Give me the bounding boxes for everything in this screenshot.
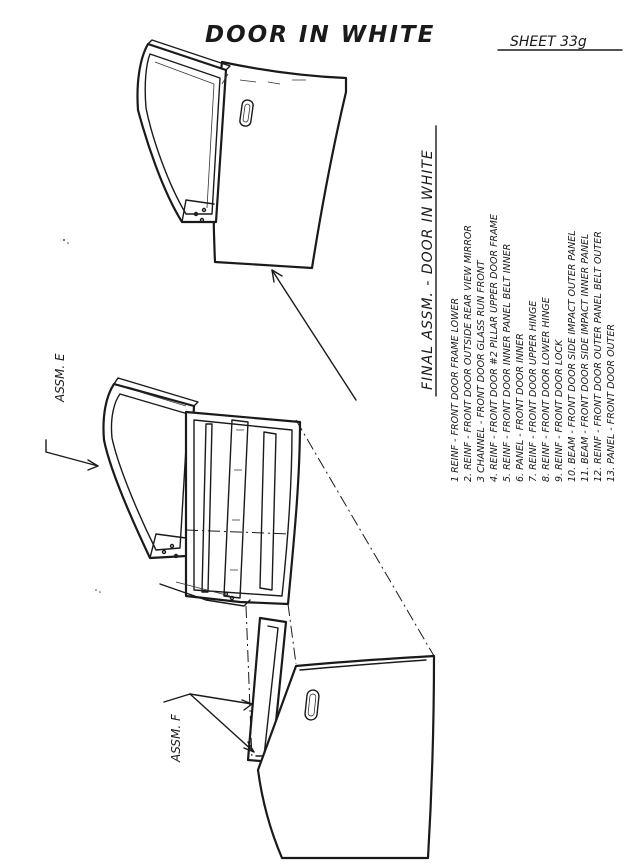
final-assembly-door-drawing <box>137 40 346 268</box>
assm-e-leader <box>46 452 98 466</box>
scan-speck <box>95 589 97 591</box>
assm-e-label: ASSM. E <box>53 353 67 402</box>
part-item: 10. BEAM - FRONT DOOR SIDE IMPACT OUTER PANEL <box>567 230 578 482</box>
assm-f-label: ASSM. F <box>169 714 183 762</box>
part-item: 6. PANEL - FRONT DOOR INNER <box>515 333 526 482</box>
parts-list <box>450 214 617 482</box>
part-item: 8. REINF - FRONT DOOR LOWER HINGE <box>541 297 552 482</box>
scan-speck <box>63 239 65 241</box>
part-item: 7. REINF - FRONT DOOR UPPER HINGE <box>528 300 539 482</box>
assm-f-arrowhead-1 <box>242 700 252 710</box>
part-item: 1 REINF - FRONT DOOR FRAME LOWER <box>450 297 461 482</box>
part-item: 5. REINF - FRONT DOOR INNER PANEL BELT INNER <box>502 243 513 482</box>
final-assembly-label-group <box>420 126 436 396</box>
part-item: 12. REINF - FRONT DOOR OUTER PANEL BELT OUTER <box>593 231 604 482</box>
assembly-centerline-2 <box>288 604 296 664</box>
part-item: 9. REINF - FRONT DOOR LOCK <box>554 339 565 482</box>
scan-speck <box>67 242 69 244</box>
part-item: 3 CHANNEL - FRONT DOOR GLASS RUN FRONT <box>476 260 487 482</box>
final-assembly-label: FINAL ASSM. - DOOR IN WHITE <box>420 149 436 390</box>
part-item: 2. REINF - FRONT DOOR OUTSIDE REAR VIEW MIRROR <box>463 224 474 482</box>
assm-f-bar <box>164 694 190 702</box>
part-item: 4. REINF - FRONT DOOR #2 PILLAR UPPER DOOR FRAME <box>489 214 500 482</box>
final-assembly-leader <box>272 270 356 400</box>
part-item: 13. PANEL - FRONT DOOR OUTER <box>606 324 617 482</box>
assm-e-drawing <box>103 378 300 606</box>
outer-panel-drawing <box>248 618 434 858</box>
page-title: DOOR IN WHITE <box>205 22 436 48</box>
scan-speck <box>99 591 101 593</box>
assembly-centerline-1 <box>296 420 434 656</box>
part-item: 11. BEAM - FRONT DOOR SIDE IMPACT INNER PANEL <box>580 233 591 482</box>
sheet-number: SHEET 33g <box>510 34 587 50</box>
